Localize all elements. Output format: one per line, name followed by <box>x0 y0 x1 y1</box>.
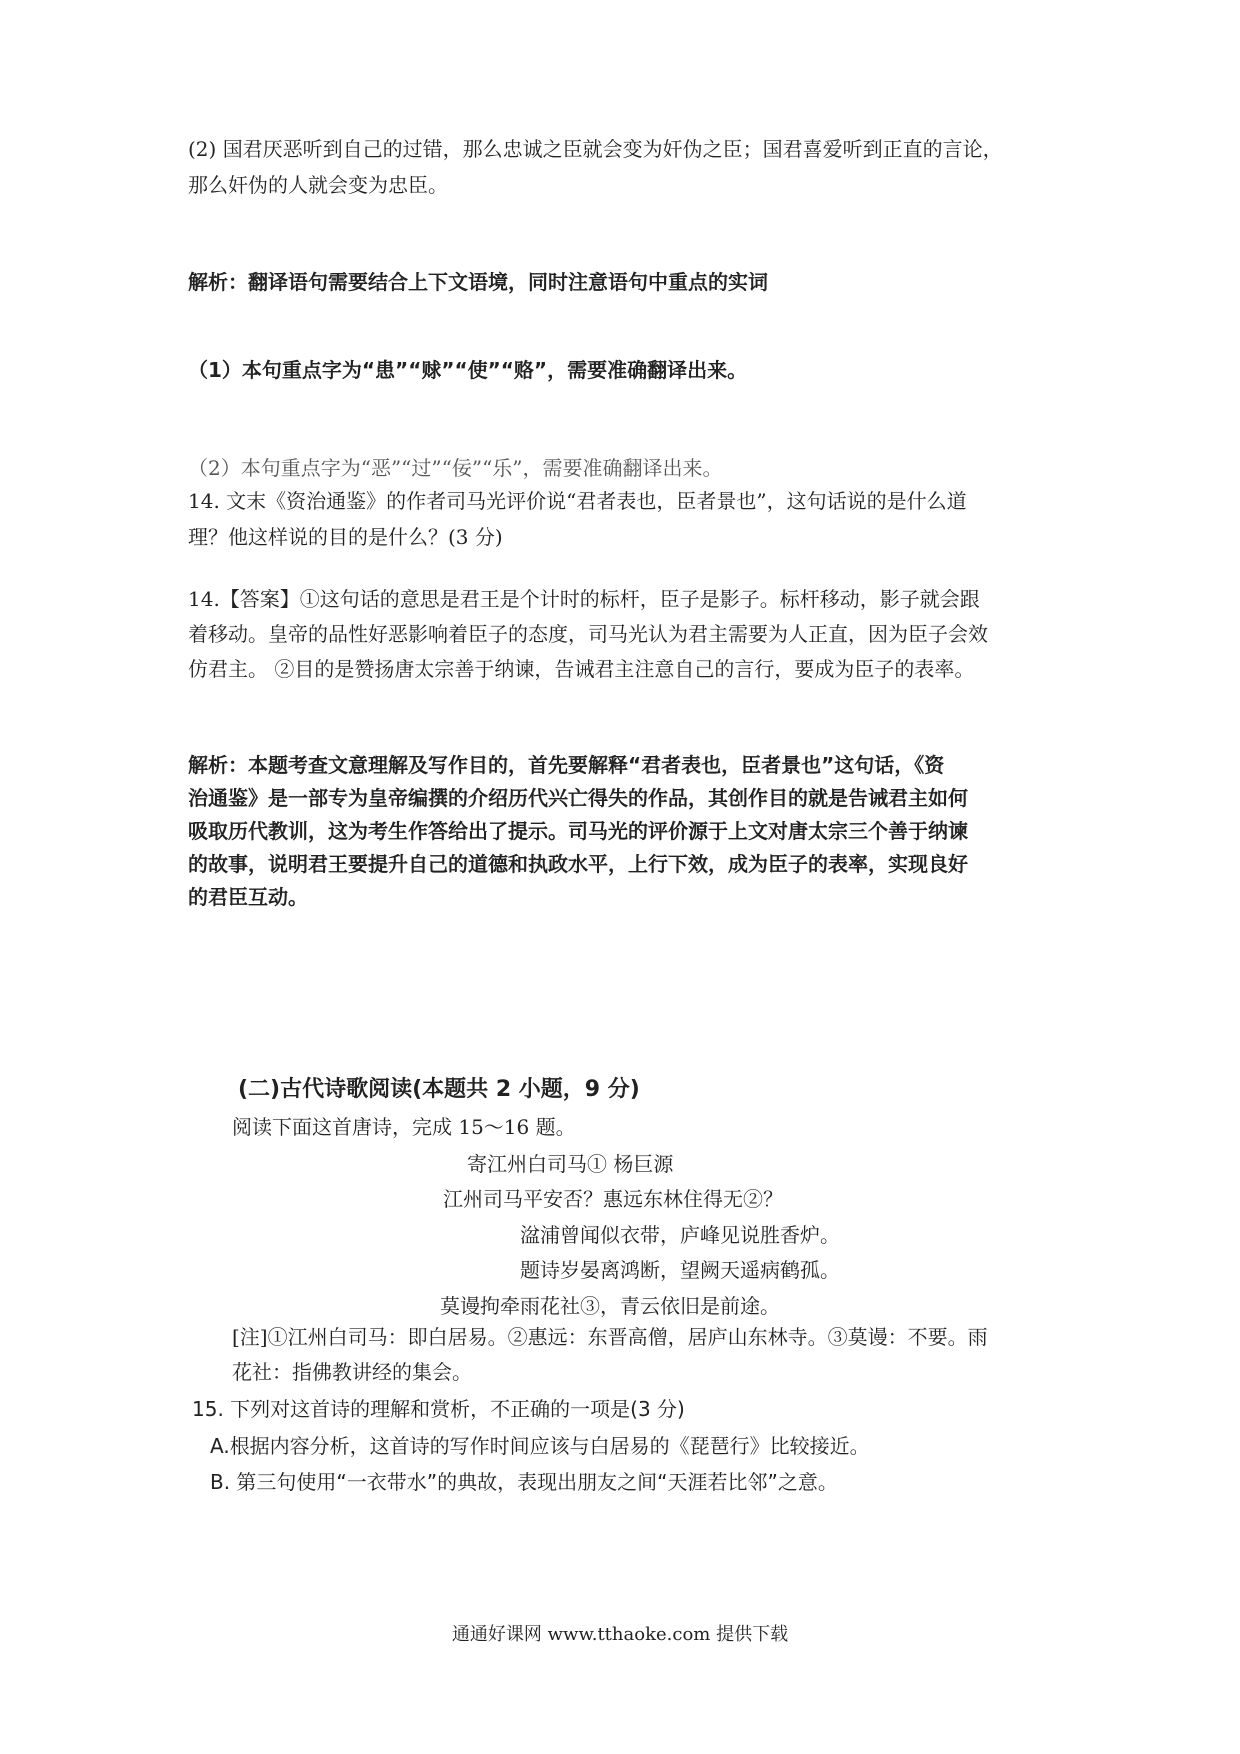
section-2-instruction: 阅读下面这首唐诗，完成 15～16 题。 <box>232 1115 576 1139</box>
question-14-line-1: 14. 文末《资治通鉴》的作者司马光评价说“君者表也，臣者景也”，这句话说的是什么道 <box>188 489 967 513</box>
question-15-stem: 15. 下列对这首诗的理解和赏析，不正确的一项是(3 分) <box>192 1397 685 1421</box>
analysis-14-line-3: 吸取历代教训，这为考生作答给出了提示。司马光的评价源于上文对唐太宗三个善于纳谏 <box>188 819 968 843</box>
poem-line-1: 江州司马平安否？惠远东林住得无②？ <box>443 1187 783 1211</box>
notes-line-1: [注]①江州白司马：即白居易。②惠远：东晋高僧，居庐山东林寺。③莫谩：不要。雨 <box>232 1325 988 1349</box>
poem-line-4: 莫谩拘牵雨花社③，青云依旧是前途。 <box>440 1294 780 1318</box>
section-2-title: (二)古代诗歌阅读(本题共 2 小题，9 分) <box>238 1077 640 1102</box>
analysis-14-line-5: 的君臣互动。 <box>188 885 308 909</box>
answer-14-line-3: 仿君主。 ②目的是赞扬唐太宗善于纳谏，告诫君主注意自己的言行，要成为臣子的表率。 <box>188 657 975 681</box>
analysis-13-intro: 解析：翻译语句需要结合上下文语境，同时注意语句中重点的实词 <box>188 270 768 294</box>
analysis-14-line-2: 治通鉴》是一部专为皇帝编撰的介绍历代兴亡得失的作品，其创作目的就是告诫君主如何 <box>188 786 968 810</box>
answer-13-2-line-2: 那么奸伪的人就会变为忠臣。 <box>188 173 448 197</box>
analysis-14-line-1: 解析：本题考查文意理解及写作目的，首先要解释“君者表也，臣者景也”这句话，《资 <box>188 753 945 777</box>
answer-14-line-1: 14.【答案】①这句话的意思是君王是个计时的标杆，臣子是影子。标杆移动，影子就会跟 <box>188 587 980 611</box>
answer-13-2-line-1: (2) 国君厌恶听到自己的过错，那么忠诚之臣就会变为奸伪之臣；国君喜爱听到正直的言论， <box>188 137 1003 161</box>
poem-title: 寄江州白司马① 杨巨源 <box>467 1152 674 1176</box>
analysis-13-point-1: （1）本句重点字为“患”“赇”“使”“赂”，需要准确翻译出来。 <box>188 358 748 382</box>
analysis-14-line-4: 的故事，说明君王要提升自己的道德和执政水平，上行下效，成为臣子的表率，实现良好 <box>188 852 968 876</box>
question-15-option-a: A.根据内容分析，这首诗的写作时间应该与白居易的《琵琶行》比较接近。 <box>210 1434 870 1458</box>
notes-line-2: 花社：指佛教讲经的集会。 <box>232 1360 472 1384</box>
poem-line-3: 题诗岁晏离鸿断，望阙天遥病鹤孤。 <box>520 1258 840 1282</box>
question-14-line-2: 理？他这样说的目的是什么？(3 分) <box>188 525 503 549</box>
poem-line-2: 湓浦曾闻似衣带，庐峰见说胜香炉。 <box>520 1223 840 1247</box>
analysis-13-point-2: （2）本句重点字为“恶”“过”“佞”“乐”，需要准确翻译出来。 <box>188 456 723 480</box>
page-footer: 通通好课网 www.tthaoke.com 提供下载 <box>451 1624 789 1645</box>
question-15-option-b: B. 第三句使用“一衣带水”的典故，表现出朋友之间“天涯若比邻”之意。 <box>210 1470 838 1494</box>
answer-14-line-2: 着移动。皇帝的品性好恶影响着臣子的态度，司马光认为君主需要为人正直，因为臣子会效 <box>188 622 988 646</box>
